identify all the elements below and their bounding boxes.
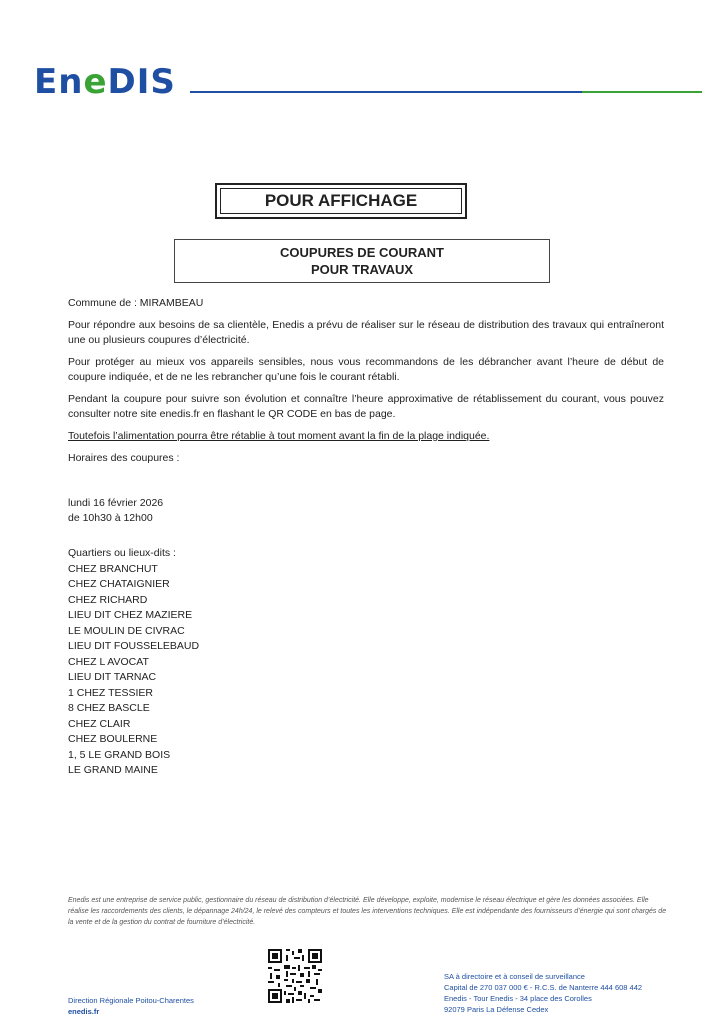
footer-company-line-2: Capital de 270 037 000 € - R.C.S. de Nanterre 444 608 442	[444, 983, 643, 992]
list-item: CHEZ CLAIR	[68, 717, 131, 730]
logo-text-part2: e	[83, 62, 108, 102]
qr-code-icon	[266, 947, 324, 1005]
schedule-block	[68, 496, 664, 526]
underlined-note: Toutefois l’alimentation pourra être rétablie à tout moment avant la fin de la plage indiquée.	[68, 430, 490, 442]
commune-line: Commune de : MIRAMBEAU	[68, 297, 204, 309]
paragraph-1: Pour répondre aux besoins de sa clientèle, Enedis a prévu de réaliser sur le réseau de distribution des travaux qui entraîneront une ou plusieurs coupures d’électricité.	[68, 319, 664, 346]
list-item: 1, 5 LE GRAND BOIS	[68, 748, 171, 761]
list-item: 1 CHEZ TESSIER	[68, 686, 153, 699]
logo-underline	[190, 91, 702, 93]
legal-notice: Enedis est une entreprise de service public, gestionnaire du réseau de distribution d’électricité. Elle développe, exploite, modernise le réseau électrique et gère les données associées. Elle réalise les raccordements des clients, le dépannage 24h/24, le relevé des compteurs et toutes les interventions techniques. Elle est indépendante des fournisseurs d’énergie qui sont chargés de la vente et de la gestion du contrat de fourniture d’électricité.	[68, 897, 667, 926]
subtitle-line-2: POUR TRAVAUX	[310, 262, 414, 277]
footer-right	[444, 971, 642, 1015]
logo-text-part1: En	[34, 62, 84, 102]
footer-left	[68, 995, 194, 1017]
footer-company-line-3: Enedis - Tour Enedis - 34 place des Corolles	[444, 994, 592, 1003]
list-item: LIEU DIT TARNAC	[68, 671, 157, 683]
paragraph-3: Pendant la coupure pour suivre son évolution et connaître l’heure approximative de rétablissement du courant, vous pouvez consulter notre site enedis.fr en flashant le QR CODE en bas de page.	[68, 393, 664, 420]
footer-site-link[interactable]: enedis.fr	[68, 1007, 100, 1016]
footer-company-line-1: SA à directoire et à conseil de surveillance	[444, 972, 585, 981]
schedule-date: lundi 16 février 2026	[68, 497, 164, 509]
schedule-label: Horaires des coupures :	[68, 452, 180, 464]
footer-company-line-4: 92079 Paris La Défense Cedex	[444, 1005, 549, 1014]
list-item: LIEU DIT CHEZ MAZIERE	[68, 609, 193, 621]
schedule-time: de 10h30 à 12h00	[68, 512, 153, 524]
footer-direction: Direction Régionale Poitou-Charentes	[68, 996, 194, 1005]
places-label: Quartiers ou lieux-dits :	[68, 547, 176, 559]
list-item: CHEZ L AVOCAT	[68, 655, 149, 668]
list-item: LE GRAND MAINE	[68, 764, 158, 776]
subtitle-line-1: COUPURES DE COURANT	[280, 245, 444, 260]
notice-body	[68, 296, 664, 779]
list-item: 8 CHEZ BASCLE	[68, 702, 150, 714]
logo-text-part3: DIS	[107, 62, 176, 102]
title-box	[215, 183, 467, 219]
list-item: LE MOULIN DE CIVRAC	[68, 624, 185, 637]
enedis-logo	[34, 62, 176, 102]
title-text: POUR AFFICHAGE	[264, 191, 418, 210]
list-item: CHEZ BRANCHUT	[68, 562, 158, 575]
list-item: LIEU DIT FOUSSELEBAUD	[68, 640, 200, 652]
paragraph-2: Pour protéger au mieux vos appareils sensibles, nous vous recommandons de les débrancher avant l’heure de début de coupure indiquée, et de ne les rebrancher qu’une fois le courant rétabli.	[68, 356, 664, 383]
list-item: CHEZ BOULERNE	[68, 733, 158, 745]
places-list	[68, 546, 664, 779]
list-item: CHEZ RICHARD	[68, 593, 148, 606]
subtitle-box	[174, 239, 550, 283]
list-item: CHEZ CHATAIGNIER	[68, 578, 170, 590]
